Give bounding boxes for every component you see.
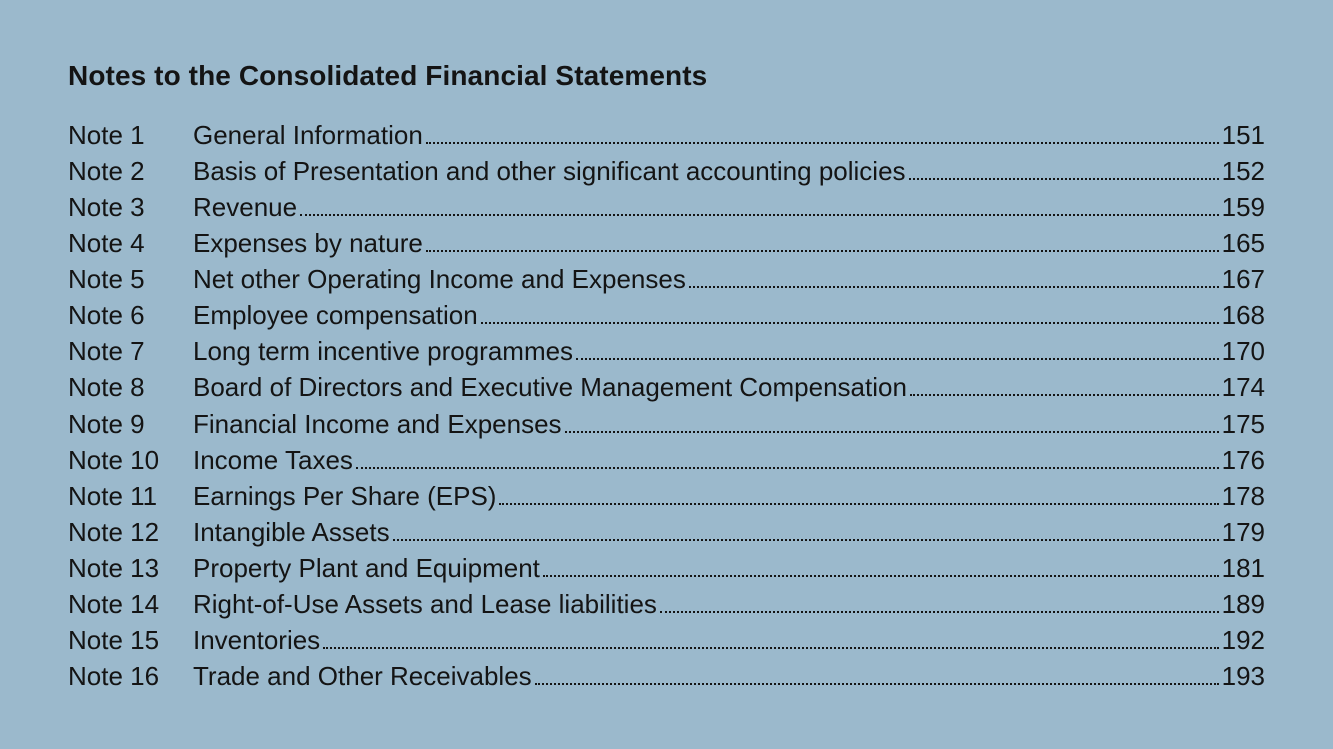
note-number: Note 11: [68, 480, 158, 511]
note-number: Note 7: [68, 336, 145, 367]
note-number: Note 3: [68, 192, 145, 223]
page-title: Notes to the Consolidated Financial Statements: [68, 60, 708, 91]
note-title: Earnings Per Share (EPS): [193, 480, 497, 511]
note-number: Note 10: [68, 444, 160, 475]
page-number: 192: [1221, 624, 1265, 655]
toc-entry[interactable]: [68, 478, 1265, 514]
toc-entry[interactable]: [68, 261, 1265, 297]
dot-leader: [481, 322, 1219, 324]
note-number: Note 1: [68, 120, 145, 150]
note-title: Basis of Presentation and other significant accounting policies: [193, 156, 906, 187]
toc-entry[interactable]: [68, 406, 1265, 442]
note-title: Net other Operating Income and Expenses: [193, 264, 686, 295]
note-number: Note 2: [68, 156, 145, 187]
note-title: Board of Directors and Executive Management Compensation: [193, 372, 907, 403]
toc-entry[interactable]: [68, 297, 1265, 333]
page-number: 170: [1221, 336, 1265, 367]
dot-leader: [543, 575, 1219, 577]
note-title: Intangible Assets: [193, 516, 390, 547]
dot-leader: [300, 214, 1219, 216]
table-of-contents: [68, 117, 1265, 694]
dot-leader: [689, 286, 1219, 288]
page-number: 165: [1221, 228, 1265, 259]
note-title: Revenue: [193, 192, 298, 223]
dot-leader: [356, 467, 1219, 469]
page-number: 179: [1221, 516, 1265, 547]
page-number: 181: [1221, 552, 1265, 583]
note-title: Property Plant and Equipment: [193, 552, 540, 583]
page-number: 152: [1221, 156, 1265, 187]
toc-entry[interactable]: [68, 189, 1265, 225]
page-number: 176: [1221, 444, 1265, 475]
note-number: Note 15: [68, 624, 160, 655]
page-number: 193: [1221, 660, 1265, 691]
note-title: Long term incentive programmes: [193, 336, 574, 367]
dot-leader: [499, 503, 1218, 505]
toc-entry[interactable]: [68, 550, 1265, 586]
toc-entry[interactable]: [68, 225, 1265, 261]
page-number: 174: [1221, 372, 1265, 403]
toc-entry[interactable]: [68, 658, 1265, 694]
note-title: Inventories: [193, 624, 321, 655]
note-number: Note 16: [68, 660, 160, 691]
note-title: General Information: [193, 120, 423, 150]
note-title: Financial Income and Expenses: [193, 408, 562, 439]
note-title: Trade and Other Receivables: [193, 660, 532, 691]
page-number: 151: [1221, 120, 1265, 150]
note-number: Note 8: [68, 372, 145, 403]
note-number: Note 5: [68, 264, 145, 295]
note-title: Employee compensation: [193, 300, 478, 331]
dot-leader: [565, 431, 1219, 433]
page-number: 168: [1221, 300, 1265, 331]
note-title: Income Taxes: [193, 444, 353, 475]
note-title: Expenses by nature: [193, 228, 423, 259]
page-number: 189: [1221, 588, 1265, 619]
dot-leader: [426, 250, 1219, 252]
dot-leader: [909, 178, 1219, 180]
toc-entry[interactable]: [68, 117, 1265, 153]
dot-leader: [393, 539, 1219, 541]
dot-leader: [426, 142, 1219, 144]
page-number: 159: [1221, 192, 1265, 223]
page-number: 178: [1221, 480, 1265, 511]
page-number: 167: [1221, 264, 1265, 295]
note-number: Note 12: [68, 516, 160, 547]
toc-entry[interactable]: [68, 333, 1265, 369]
dot-leader: [910, 394, 1219, 396]
toc-entry[interactable]: [68, 369, 1265, 405]
dot-leader: [535, 683, 1219, 685]
note-number: Note 9: [68, 408, 145, 439]
toc-entry[interactable]: [68, 622, 1265, 658]
note-number: Note 4: [68, 228, 145, 259]
note-number: Note 6: [68, 300, 145, 331]
dot-leader: [323, 647, 1218, 649]
note-number: Note 13: [68, 552, 160, 583]
note-number: Note 14: [68, 588, 160, 619]
toc-entry[interactable]: [68, 586, 1265, 622]
note-title: Right-of-Use Assets and Lease liabilities: [193, 588, 657, 619]
dot-leader: [576, 358, 1219, 360]
page-number: 175: [1221, 408, 1265, 439]
dot-leader: [660, 611, 1219, 613]
toc-entry[interactable]: [68, 514, 1265, 550]
toc-entry[interactable]: [68, 442, 1265, 478]
toc-entry[interactable]: [68, 153, 1265, 189]
